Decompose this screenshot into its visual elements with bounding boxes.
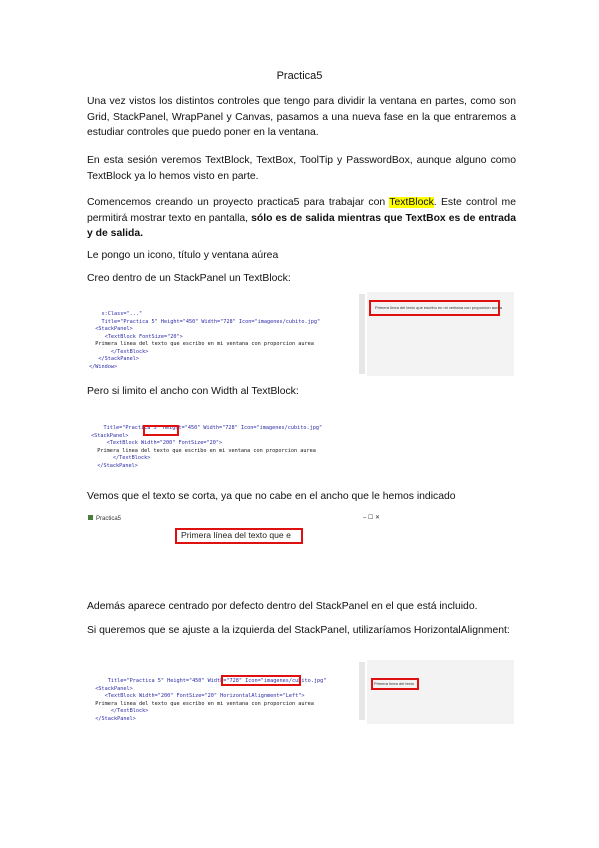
preview-text: Primera línea del texto que escribo en mi ventana con proporcion aurea <box>375 305 502 310</box>
highlight-box <box>221 675 301 686</box>
paragraph-alignment: Si queremos que se ajuste a la izquierda del StackPanel, utilizaríamos HorizontalAlignment: <box>87 625 510 636</box>
window-screenshot <box>87 512 397 546</box>
page-title: Practica5 <box>276 70 323 82</box>
code-block-3: Title="Practica 5" Height="450" Width="728" Icon="imagenes/cubito.jpg" <StackPanel> <TextBlock Width="200" FontSize="20" HorizontalAlignment="Left"> Primera linea del texto que escribo en mi ventana con proporcion aurea </TextBlock> </StackPanel> <box>89 678 327 722</box>
scrollbar <box>359 294 365 374</box>
paragraph-stackpanel: Creo dentro de un StackPanel un TextBlock: <box>87 273 291 284</box>
code-screenshot-1 <box>87 292 514 376</box>
highlight-textblock: TextBlock <box>389 197 434 208</box>
paragraph-icon: Le pongo un icono, título y ventana aúrea <box>87 250 279 261</box>
highlight-box <box>143 425 179 436</box>
scrollbar <box>359 662 365 720</box>
paragraph-width: Pero si limito el ancho con Width al TextBlock: <box>87 386 299 397</box>
code-block-2: Title="Practica 5" Height="450" Width="728" Icon="imagenes/cubito.jpg" <StackPanel> <TextBlock Width="200" FontSize="20"> Primera linea del texto que escribo en mi ventana con proporcion aurea </TextBlock> </StackPanel> <box>91 425 323 469</box>
app-icon <box>88 515 93 520</box>
preview-text: Primera línea del texto <box>374 681 415 686</box>
paragraph-session: En esta sesión veremos TextBlock, TextBox, ToolTip y PasswordBox, aunque alguno como TextBlock ya lo hemos visto en parte. <box>87 155 516 182</box>
window-title: Practica5 <box>88 515 121 522</box>
paragraph-textblock: Comencemos creando un proyecto practica5 para trabajar con TextBlock. Este control me permitirá mostrar texto en pantalla, sólo es de salida mientras que TextBox es de entrada y de salida. <box>87 197 516 239</box>
paragraph-intro: Una vez vistos los distintos controles que tengo para dividir la ventana en partes, como son Grid, StackPanel, WrapPanel y Canvas, pasamos a una nueva fase en la que entraremos a estudiar controles que puedo poner en la ventana. <box>87 96 516 138</box>
code-screenshot-2 <box>87 404 323 476</box>
window-controls: – ☐ ✕ <box>363 515 381 521</box>
preview-panel <box>367 660 514 724</box>
code-screenshot-3 <box>87 660 514 724</box>
paragraph-centered: Además aparece centrado por defecto dentro del StackPanel en el que está incluido. <box>87 601 478 612</box>
bold-note: sólo es de salida mientras que TextBox es de entrada y de salida. <box>87 212 516 239</box>
paragraph-cut: Vemos que el texto se corta, ya que no cabe en el ancho que le hemos indicado <box>87 491 456 502</box>
cut-text: Primera línea del texto que e <box>181 530 291 540</box>
code-block-1: x:Class="..." Title="Practica 5" Height="450" Width="728" Icon="imagenes/cubito.jpg" <StackPanel> <TextBlock FontSize="20"> Primera linea del texto que escribo en mi ventana con proporcion aurea </TextBlock> </StackPanel> </Window> <box>89 311 321 370</box>
